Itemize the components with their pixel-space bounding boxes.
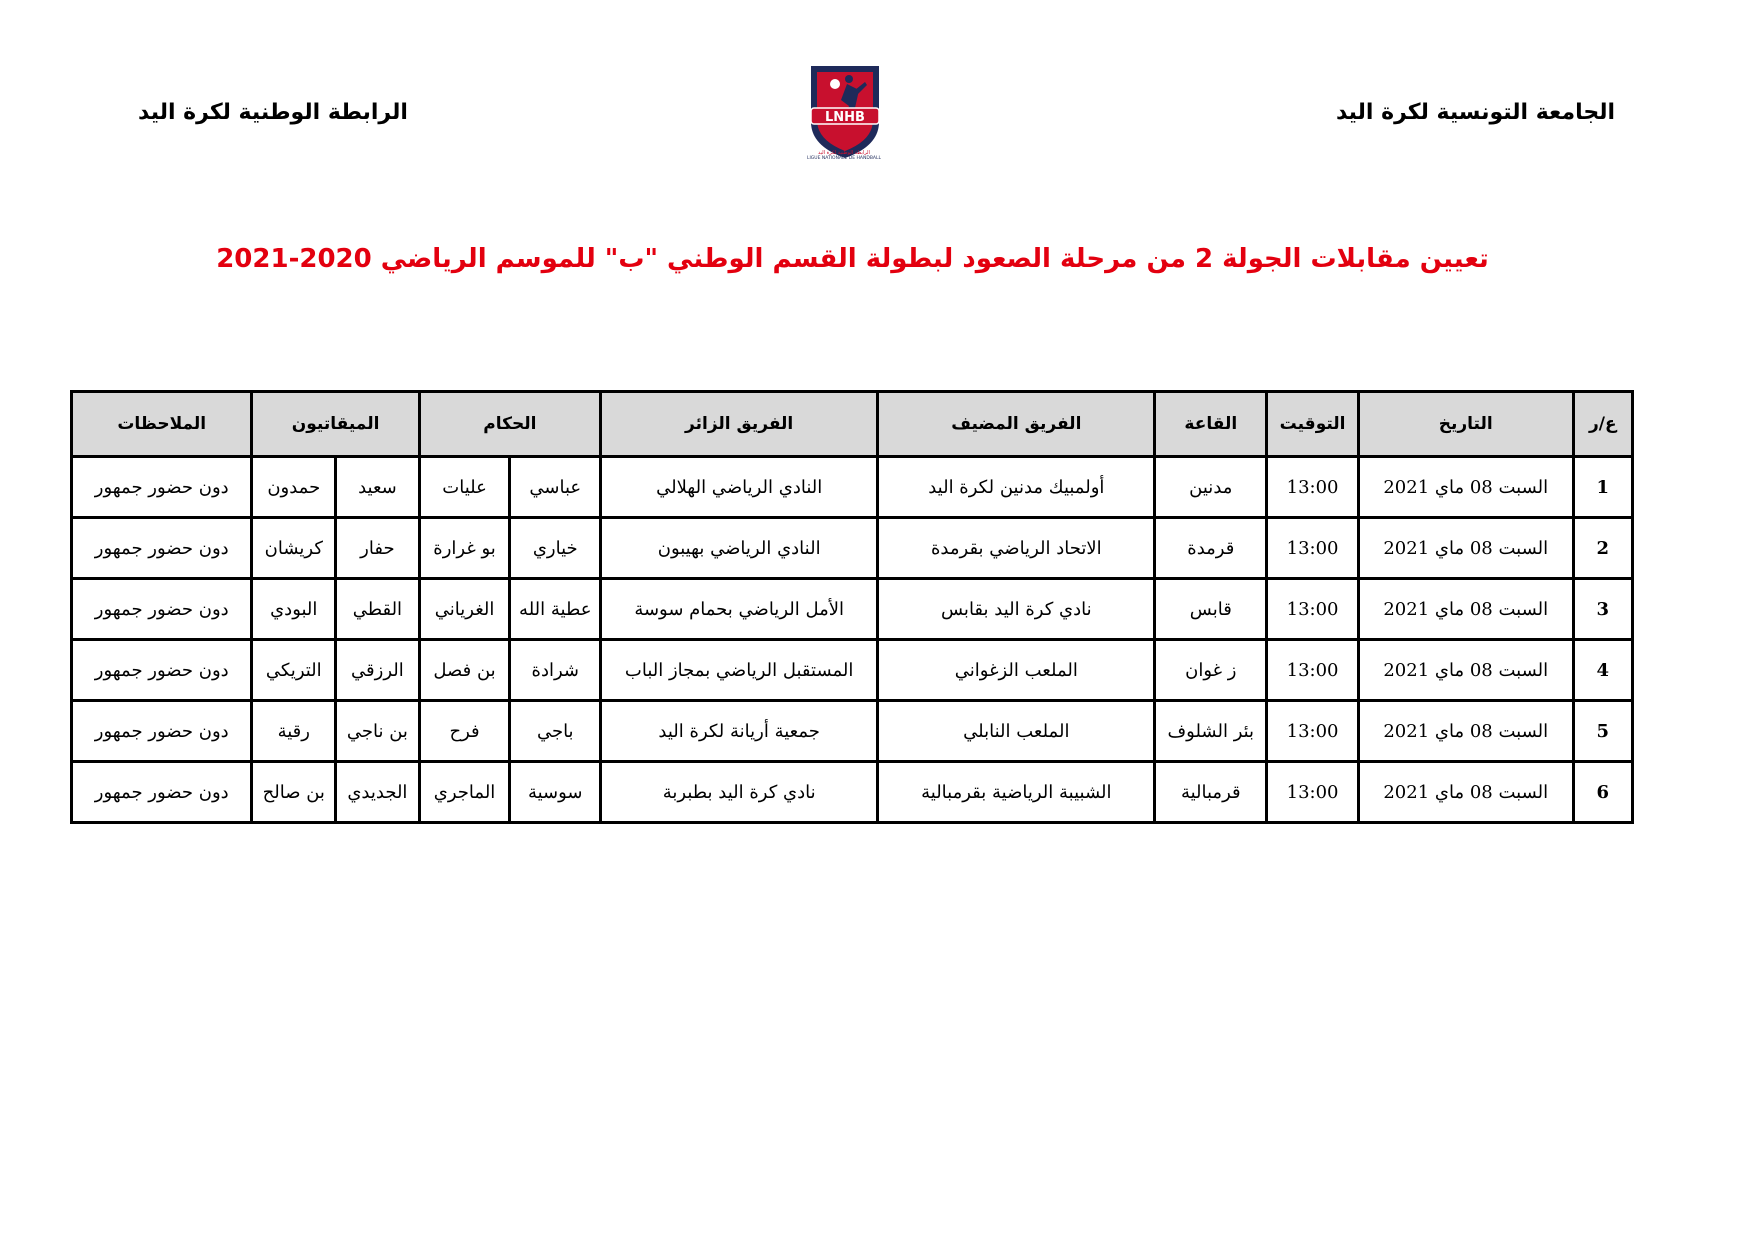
match-time: 13:00 [1268,641,1357,699]
timekeeper-1: الجديدي [337,763,418,821]
match-time: 13:00 [1268,702,1357,760]
league-name: الرابطة الوطنية لكرة اليد [138,100,408,125]
referee-2: عليات [421,458,509,516]
match-time: 13:00 [1268,458,1357,516]
logo-subtitle-ar: الرابطة الوطنية لكرة اليد [818,150,870,156]
timekeeper-1: القطي [337,580,418,638]
timekeeper-1: سعيد [337,458,418,516]
match-number: 6 [1575,763,1631,821]
timekeeper-2: رقية [253,702,334,760]
match-date: السبت 08 ماي 2021 [1360,702,1572,760]
match-hall: بئر الشلوف [1156,702,1265,760]
table-row [73,763,1631,821]
match-date: السبت 08 ماي 2021 [1360,519,1572,577]
header-away-team: الفريق الزائر [602,393,876,455]
match-notes: دون حضور جمهور [73,519,250,577]
referee-1: شرادة [511,641,599,699]
table-row [73,641,1631,699]
match-number: 5 [1575,702,1631,760]
timekeeper-1: حفار [337,519,418,577]
match-number: 3 [1575,580,1631,638]
referee-1: سوسية [511,763,599,821]
lnhb-logo [805,60,885,162]
logo-subtitle-fr: LIGUE NATIONALE DE HANDBALL [806,156,882,161]
table-row [73,519,1631,577]
header-num: ع/ر [1575,393,1631,455]
timekeeper-2: البودي [253,580,334,638]
table-row [73,702,1631,760]
federation-name: الجامعة التونسية لكرة اليد [1335,100,1615,125]
match-number: 1 [1575,458,1631,516]
match-number: 2 [1575,519,1631,577]
timekeeper-2: كريشان [253,519,334,577]
schedule-table [70,390,1634,824]
referee-2: فرح [421,702,509,760]
match-notes: دون حضور جمهور [73,641,250,699]
timekeeper-1: الرزقي [337,641,418,699]
header-notes: الملاحظات [73,393,250,455]
referee-1: خياري [511,519,599,577]
header-referees: الحكام [421,393,599,455]
home-team: نادي كرة اليد بقابس [879,580,1153,638]
referee-1: باجي [511,702,599,760]
match-notes: دون حضور جمهور [73,580,250,638]
timekeeper-2: التريكي [253,641,334,699]
referee-2: الماجري [421,763,509,821]
match-hall: مدنين [1156,458,1265,516]
away-team: النادي الرياضي بهيبون [602,519,876,577]
match-notes: دون حضور جمهور [73,458,250,516]
home-team: الشبيبة الرياضية بقرمبالية [879,763,1153,821]
header-hall: القاعة [1156,393,1265,455]
match-hall: ز غوان [1156,641,1265,699]
home-team: أولمبيك مدنين لكرة اليد [879,458,1153,516]
match-time: 13:00 [1268,763,1357,821]
header-date: التاريخ [1360,393,1572,455]
referee-2: الغرياني [421,580,509,638]
referee-2: بن فصل [421,641,509,699]
away-team: نادي كرة اليد بطبربة [602,763,876,821]
header-time: التوقيت [1268,393,1357,455]
match-hall: قابس [1156,580,1265,638]
match-date: السبت 08 ماي 2021 [1360,763,1572,821]
match-number: 4 [1575,641,1631,699]
home-team: الاتحاد الرياضي بقرمدة [879,519,1153,577]
match-date: السبت 08 ماي 2021 [1360,641,1572,699]
referee-1: عطية الله [511,580,599,638]
match-hall: قرمدة [1156,519,1265,577]
header-timekeepers: الميقاتيون [253,393,417,455]
table-row [73,458,1631,516]
timekeeper-1: بن ناجي [337,702,418,760]
away-team: جمعية أريانة لكرة اليد [602,702,876,760]
match-notes: دون حضور جمهور [73,702,250,760]
match-notes: دون حضور جمهور [73,763,250,821]
home-team: الملعب النابلي [879,702,1153,760]
table-header-row [73,393,1631,455]
away-team: النادي الرياضي الهلالي [602,458,876,516]
timekeeper-2: حمدون [253,458,334,516]
match-date: السبت 08 ماي 2021 [1360,458,1572,516]
referee-1: عباسي [511,458,599,516]
referee-2: بو غرارة [421,519,509,577]
match-time: 13:00 [1268,519,1357,577]
match-date: السبت 08 ماي 2021 [1360,580,1572,638]
match-hall: قرمبالية [1156,763,1265,821]
logo-text: LNHB [825,110,865,125]
table-row [73,580,1631,638]
timekeeper-2: بن صالح [253,763,334,821]
away-team: الأمل الرياضي بحمام سوسة [602,580,876,638]
page-title: تعيين مقابلات الجولة 2 من مرحلة الصعود لبطولة القسم الوطني "ب" للموسم الرياضي 2020-2021 [216,244,1489,274]
header-home-team: الفريق المضيف [879,393,1153,455]
match-time: 13:00 [1268,580,1357,638]
home-team: الملعب الزغواني [879,641,1153,699]
away-team: المستقبل الرياضي بمجاز الباب [602,641,876,699]
